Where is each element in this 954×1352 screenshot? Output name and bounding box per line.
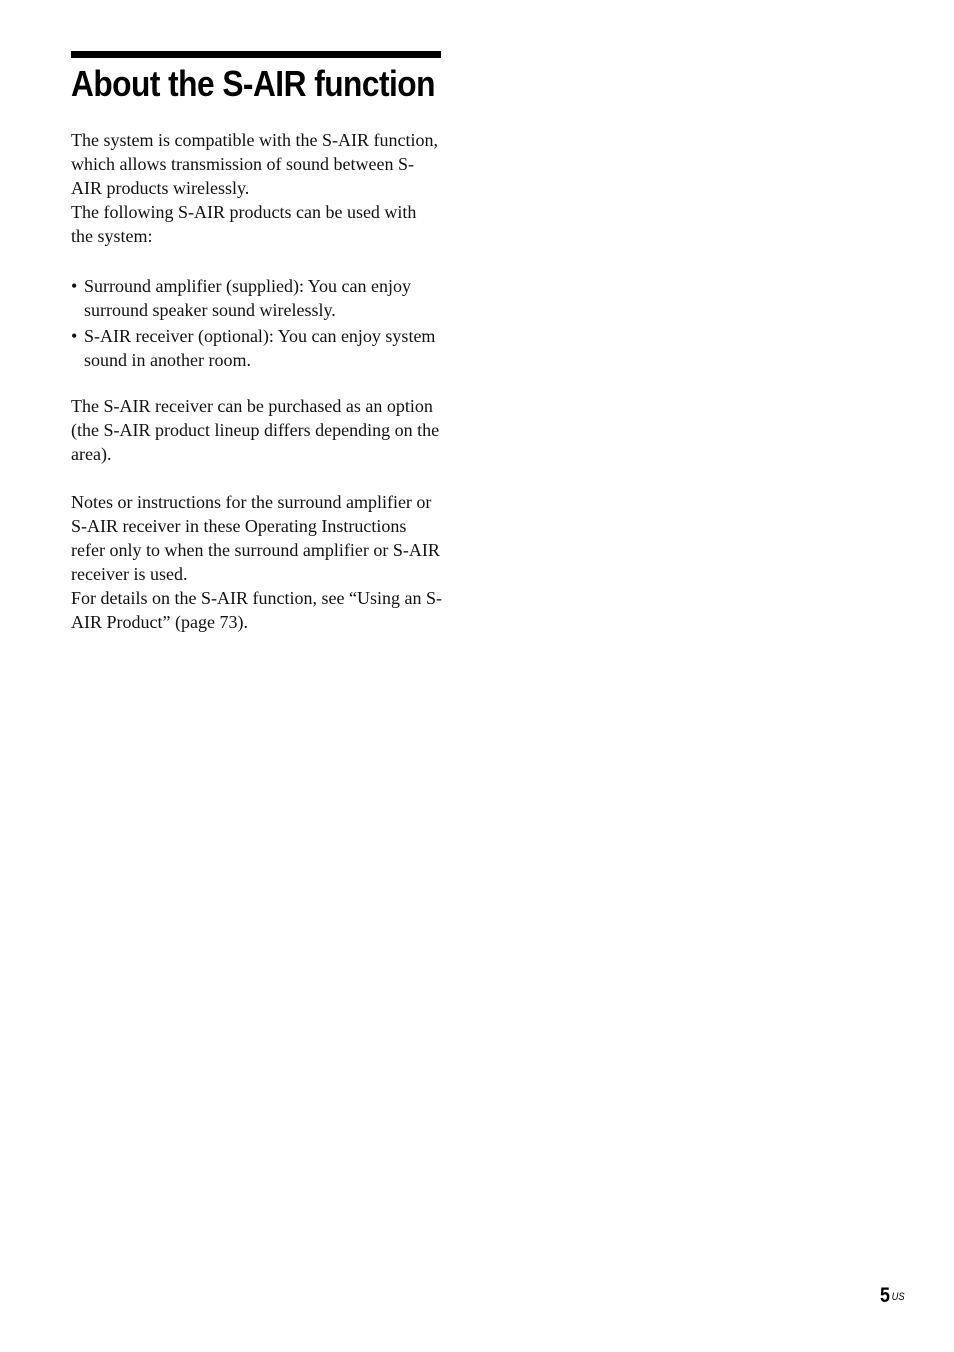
title-rule	[71, 51, 441, 58]
page-number	[880, 1283, 905, 1309]
page-number-value: 5	[880, 1284, 890, 1307]
lead-text: The following S-AIR products can be used with the system:	[71, 202, 417, 246]
content-column	[71, 51, 442, 634]
details-text: For details on the S-AIR function, see “Using an S-AIR Product” (page 73).	[71, 588, 442, 632]
notes-text: Notes or instructions for the surround amplifier or S-AIR receiver in these Operating Instructions refer only to when the surround amplifier or S-AIR receiver is used.	[71, 492, 440, 584]
intro-paragraph	[71, 128, 442, 248]
list-item	[71, 324, 442, 372]
list-item-text: Surround amplifier (supplied): You can enjoy surround speaker sound wirelessly.	[84, 276, 411, 320]
notes-paragraph	[71, 490, 442, 634]
product-list	[71, 274, 442, 372]
page-number-suffix: US	[891, 1291, 905, 1303]
bullet-icon: •	[71, 326, 78, 346]
intro-text: The system is compatible with the S-AIR function, which allows transmission of sound between S-AIR products wirelessly.	[71, 130, 438, 198]
page-title: About the S-AIR function	[71, 63, 435, 104]
bullet-icon: •	[71, 276, 78, 296]
option-paragraph: The S-AIR receiver can be purchased as an option (the S-AIR product lineup differs depending on the area).	[71, 396, 440, 464]
list-item	[71, 274, 442, 322]
list-item-text: S-AIR receiver (optional): You can enjoy system sound in another room.	[84, 326, 436, 370]
